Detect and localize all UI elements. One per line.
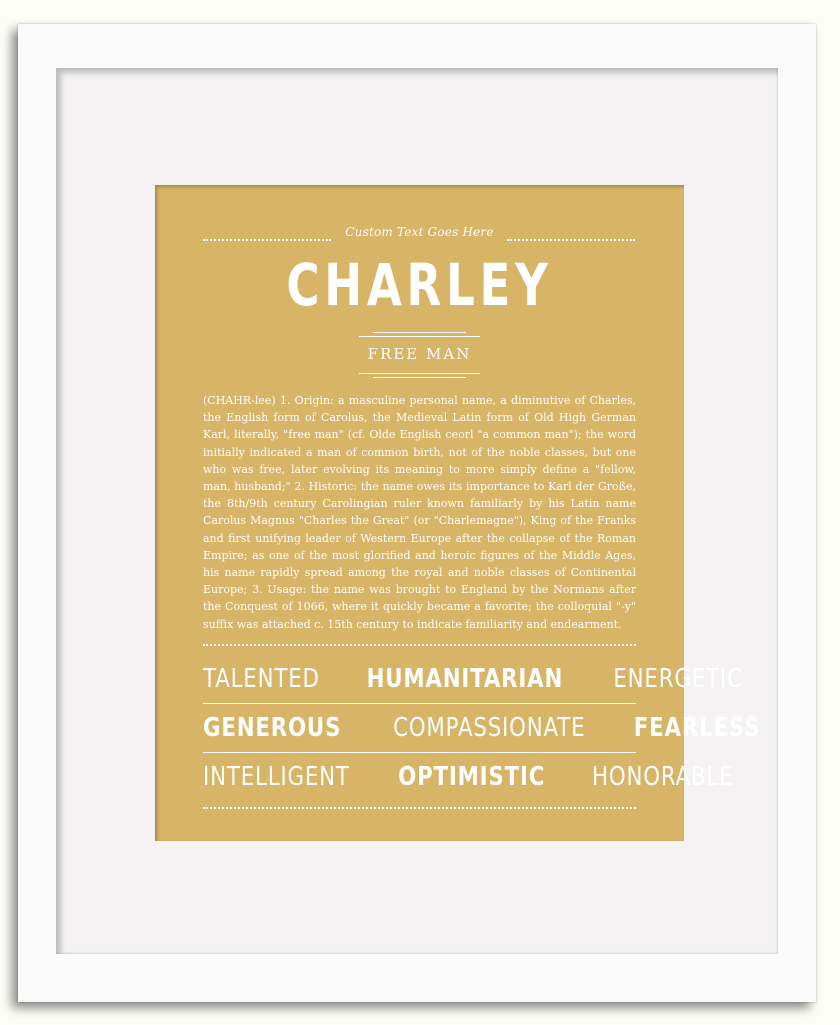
name-print <box>155 185 761 841</box>
dotted-rule-left <box>203 239 331 241</box>
trait-word: COMPASSIONATE <box>392 713 586 743</box>
definition-line: the English form of Carolus, the Medieval Latin form of Old High German <box>203 411 636 425</box>
trait-word: INTELLIGENT <box>203 762 350 792</box>
definition-line: and first unifying leader of Western Europe after the collapse of the Roman <box>203 531 636 545</box>
trait-word: ENERGETIC <box>613 664 743 694</box>
definition-line: initially indicated a man of common birth, not of the noble classes, but one <box>203 445 636 459</box>
definition-line: Carolus Magnus "Charles the Great" (or "Charlemagne"), King of the Franks <box>203 514 636 528</box>
meaning-rule-wide <box>359 373 480 374</box>
mat-board <box>56 68 778 954</box>
traits-block <box>203 655 761 801</box>
definition-line: his name rapidly spread among the royal and noble classes of Continental <box>203 566 636 580</box>
traits-row <box>203 704 761 753</box>
trait-word: HUMANITARIAN <box>366 664 564 694</box>
picture-frame <box>18 24 816 1002</box>
trait-word: GENEROUS <box>203 713 342 743</box>
traits-dotted-rule-top <box>203 644 636 646</box>
trait-word: TALENTED <box>203 664 320 694</box>
definition-line: Europe; 3. Usage: the name was brought to England by the Normans after <box>203 583 636 597</box>
definition-line: suffix was attached c. 15th century to indicate familiarity and endearment. <box>203 617 622 631</box>
traits-dotted-rule-bottom <box>203 807 636 809</box>
custom-text: Custom Text Goes Here <box>345 225 494 239</box>
name-meaning: FREE MAN <box>367 345 472 363</box>
traits-row <box>203 655 743 704</box>
definition-line: Karl, literally, "free man" (cf. Olde English ceorl "a common man"); the word <box>203 428 636 442</box>
dotted-rule-right <box>507 239 635 241</box>
meaning-rule-bottom <box>373 377 466 378</box>
name-rule-top-wide <box>359 336 480 337</box>
definition-line: the 8th/9th century Carolingian ruler known familiarly by his Latin name <box>203 497 636 511</box>
trait-word: HONORABLE <box>592 762 734 792</box>
definition-line: the Conquest of 1066, where it quickly became a favorite; the colloquial "-y" <box>203 600 636 614</box>
name-definition <box>203 392 636 633</box>
traits-row <box>203 753 734 801</box>
name-rule-top <box>373 332 466 333</box>
name-title: CHARLEY <box>286 251 553 319</box>
trait-word: FEARLESS <box>633 713 761 743</box>
definition-line: Empire; as one of the most glorified and heroic figures of the Middle Ages, <box>203 548 636 562</box>
trait-word: OPTIMISTIC <box>398 762 546 792</box>
definition-line: (CHAHR-lee) 1. Origin: a masculine personal name, a diminutive of Charles, <box>203 394 636 407</box>
definition-line: who was free, later evolving its meaning to more simply define a "fellow, <box>203 462 636 476</box>
definition-line: man, husband;" 2. Historic: the name owes its importance to Karl der Große, <box>203 480 636 494</box>
